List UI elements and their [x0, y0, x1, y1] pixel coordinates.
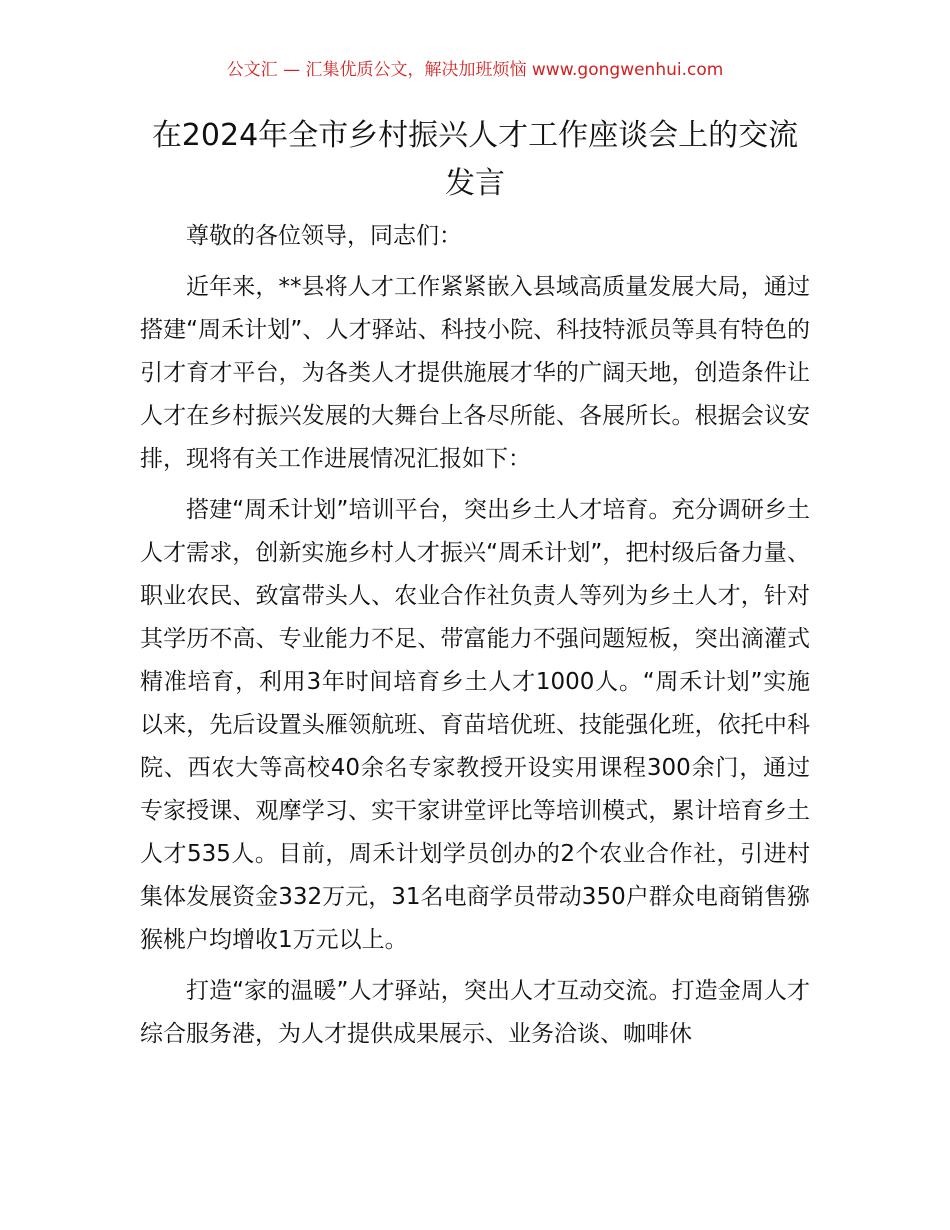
paragraph-talent-station: 打造“家的温暖”人才驿站，突出人才互动交流。打造金周人才综合服务港，为人才提供成果展示、业务洽谈、咖啡休 [140, 978, 810, 1047]
paragraph-intro: 近年来，**县将人才工作紧紧嵌入县域高质量发展大局，通过搭建“周禾计划”、人才驿站、科技小院、科技特派员等具有特色的引才育才平台，为各类人才提供施展才华的广阔天地，创造条件让人才在乡村振兴发展的大舞台上各尽所能、各展所长。根据会议安排，现将有关工作进展情况汇报如下： [140, 274, 810, 472]
watermark-banner: 公文汇 — 汇集优质公文，解决加班烦恼 www.gongwenhui.com [226, 60, 724, 80]
salutation: 尊敬的各位领导，同志们： [186, 223, 462, 249]
paragraph-zhouhe-plan: 搭建“周禾计划”培训平台，突出乡土人才培育。充分调研乡土人才需求，创新实施乡村人才振兴“周禾计划”，把村级后备力量、职业农民、致富带头人、农业合作社负责人等列为乡土人才，针对其学历不高、专业能力不足、带富能力不强问题短板，突出滴灌式精准培育，利用3年时间培育乡土人才1000人。“周禾计划”实施以来，先后设置头雁领航班、育苗培优班、技能强化班，依托中科院、西农大等高校40余名专家教授开设实用课程300余门，通过专家授课、观摩学习、实干家讲堂评比等培训模式，累计培育乡土人才535人。目前，周禾计划学员创办的2个农业合作社，引进村集体发展资金332万元，31名电商学员带动350户群众电商销售猕猴桃户均增收1万元以上。 [140, 497, 810, 953]
document-title: 在2024年全市乡村振兴人才工作座谈会上的交流发言 [151, 118, 799, 201]
document-body [140, 215, 810, 1064]
